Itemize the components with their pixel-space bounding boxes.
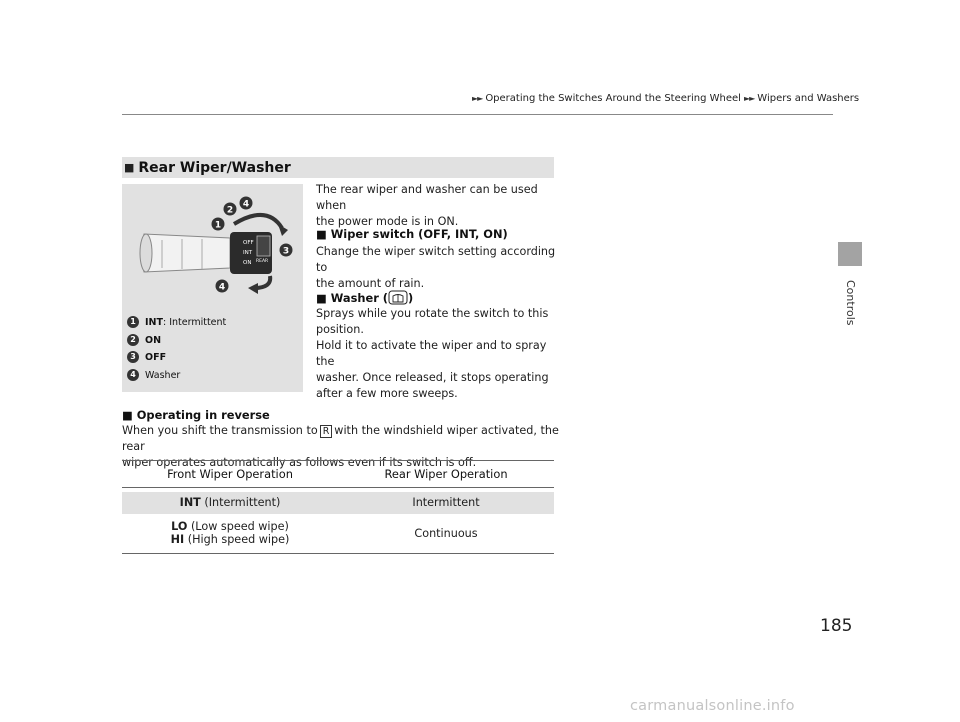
square-bullet-icon: ■ [122,408,133,422]
side-tab[interactable] [842,280,862,340]
table-header-rear: Rear Wiper Operation [384,467,508,481]
svg-text:1: 1 [214,220,222,231]
section-header [122,157,554,178]
svg-text:4: 4 [218,282,226,293]
stalk-mark-int: INT [243,250,253,256]
reverse-text: When you shift the transmission to R with the windshield wiper activated, the rear wiper operates automatically as follows even if its switch is off. [122,424,559,469]
table-row [122,514,554,554]
section-title: Rear Wiper/Washer [138,159,291,176]
svg-text:4: 4 [242,199,250,210]
side-tab-label: Controls [844,280,857,326]
breadcrumb-arrow-icon: ►► [743,94,755,103]
legend-item-1: 1 INT : Intermittent [127,316,297,328]
side-tab-marker [838,242,862,266]
legend-item-3: 3 OFF [127,351,297,363]
square-bullet-icon: ■ [316,227,327,241]
breadcrumb [472,93,859,104]
wiper-operation-table [122,460,554,554]
wiper-switch-heading: ■ Wiper switch (OFF, INT, ON) [316,227,508,241]
legend-item-2: 2 ON [127,334,297,346]
intro-paragraph: The rear wiper and washer can be used when the power mode is in ON. [316,183,538,228]
breadcrumb-arrow-icon: ►► [472,94,483,103]
wiper-stalk-illustration [122,184,303,314]
breadcrumb-item-switches[interactable]: Operating the Switches Around the Steering Wheel [485,93,741,104]
svg-text:2: 2 [226,205,234,216]
washer-heading: ■ Washer ( ) [316,290,414,305]
stalk-mark-off: OFF [243,240,254,246]
square-bullet-icon: ■ [316,290,327,305]
stalk-rear-label: REAR [256,259,269,264]
stalk-mark-on: ON [243,260,252,266]
square-bullet-icon: ■ [124,161,135,174]
washer-text: Sprays while you rotate the switch to this position. Hold it to activate the wiper and to spray the washer. Once released, it stops operating after a few more sweeps. [316,307,549,400]
svg-text:3: 3 [282,246,290,257]
legend-item-4: 4 Washer [127,369,297,381]
table-cell-front: LO (Low speed wipe) HI (High speed wipe) [170,520,290,547]
table-row [122,492,554,514]
table-header-front: Front Wiper Operation [167,467,293,481]
breadcrumb-item-wipers[interactable]: Wipers and Washers [757,93,860,104]
table-cell-front: INT (Intermittent) [179,496,281,509]
wiper-switch-text: Change the wiper switch setting according to the amount of rain. [316,245,556,290]
table-cell-rear: Intermittent [412,496,480,509]
header-rule [122,114,833,115]
table-cell-rear: Continuous [414,526,478,540]
watermark: carmanualsonline.info [630,698,795,714]
reverse-heading: ■ Operating in reverse [122,408,270,422]
gear-r-key: R [320,425,333,438]
washer-icon [388,290,408,305]
page-number: 185 [820,616,853,636]
